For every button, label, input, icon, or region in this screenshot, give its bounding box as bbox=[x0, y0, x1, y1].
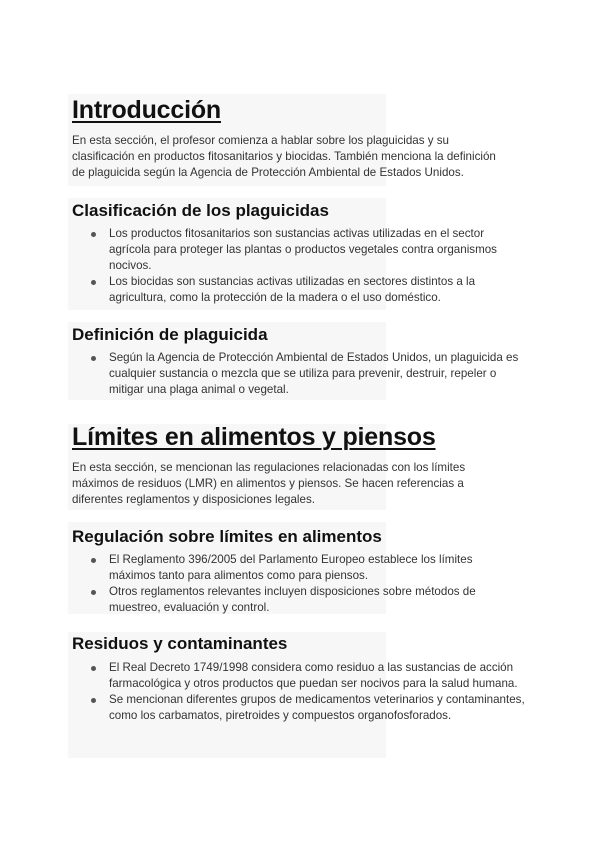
bullet-icon bbox=[91, 590, 96, 595]
list-item: Los productos fitosanitarios son sustancias activas utilizadas en el sector agrícola para proteger las plantas o productos vegetales contra organismos nocivos. bbox=[72, 226, 520, 274]
bullet-icon bbox=[91, 698, 96, 703]
list-item: Los biocidas son sustancias activas utilizadas en sectores distintos a la agricultura, como la protección de la madera o el uso doméstico. bbox=[72, 274, 520, 306]
section-title-introduccion: Introducción bbox=[72, 96, 221, 124]
section-intro: En esta sección, el profesor comienza a hablar sobre los plaguicidas y su clasificación en productos fitosanitarios y biocidas. También menciona la definición de plaguicida según la Agencia de Protección Ambiental de Estados Unidos. bbox=[72, 134, 496, 179]
bullet-icon bbox=[91, 280, 96, 285]
list-item: El Real Decreto 1749/1998 considera como residuo a las sustancias de acción farmacológica y otros productos que puedan ser nocivos para la salud humana. bbox=[72, 660, 527, 692]
section-intro: En esta sección, se mencionan las regulaciones relacionadas con los límites máximos de residuos (LMR) en alimentos y piensos. Se hacen referencias a diferentes reglamentos y disposiciones legales. bbox=[72, 461, 466, 506]
bullet-list bbox=[72, 552, 512, 616]
subsection-title-residuos: Residuos y contaminantes bbox=[72, 634, 288, 653]
list-item: Se mencionan diferentes grupos de medicamentos veterinarios y contaminantes, como los carbamatos, piretroides y compuestos organofosforados. bbox=[72, 692, 527, 724]
list-item: El Reglamento 396/2005 del Parlamento Europeo establece los límites máximos tanto para alimentos como para piensos. bbox=[72, 552, 512, 584]
section-title-limites: Límites en alimentos y piensos bbox=[72, 423, 436, 451]
bullet-icon bbox=[91, 356, 96, 361]
list-item: Otros reglamentos relevantes incluyen disposiciones sobre métodos de muestreo, evaluación y control. bbox=[72, 584, 512, 616]
bullet-list bbox=[72, 350, 527, 398]
bullet-icon bbox=[91, 666, 96, 671]
bullet-list bbox=[72, 226, 520, 306]
bullet-icon bbox=[91, 232, 96, 237]
bullet-icon bbox=[91, 558, 96, 563]
list-item: Según la Agencia de Protección Ambiental de Estados Unidos, un plaguicida es cualquier sustancia o mezcla que se utiliza para prevenir, destruir, repeler o mitigar una plaga animal o vegetal. bbox=[72, 350, 527, 398]
bullet-list bbox=[72, 660, 527, 724]
subsection-title-clasificacion: Clasificación de los plaguicidas bbox=[72, 201, 329, 220]
subsection-title-definicion: Definición de plaguicida bbox=[72, 325, 268, 344]
subsection-title-regulacion: Regulación sobre límites en alimentos bbox=[72, 527, 382, 546]
